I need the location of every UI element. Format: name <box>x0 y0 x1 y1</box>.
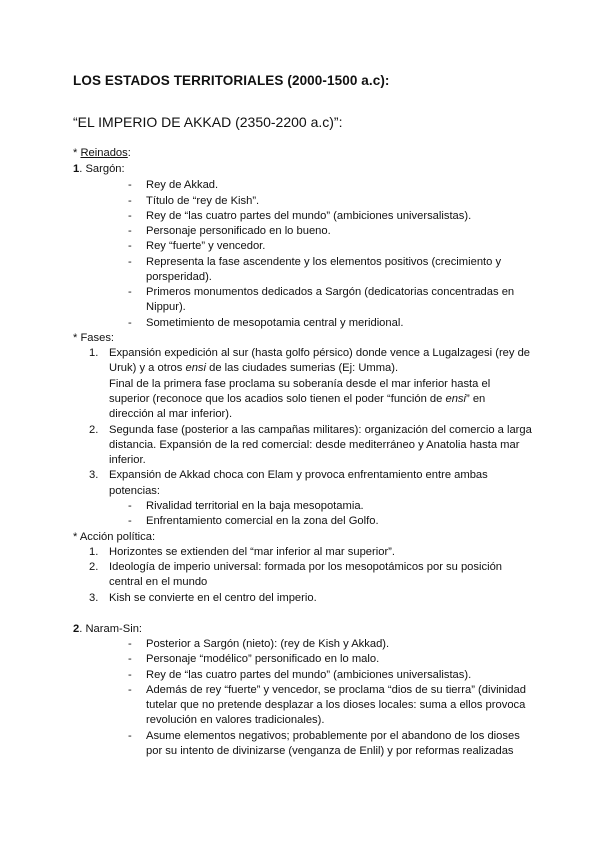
text-run: ” en <box>466 393 486 405</box>
list-item: Expansión de Akkad choca con Elam y provoca enfrentamiento entre ambas <box>109 469 488 481</box>
list-item: Expansión expedición al sur (hasta golfo pérsico) donde vence a Lugalzagesi (rey de <box>109 347 531 359</box>
list-item-continuation: inferior. <box>109 454 146 466</box>
list-item: Kish se convierte en el centro del imperio. <box>109 592 317 604</box>
text-run: de las ciudades sumerias (Ej: Umma). <box>206 362 399 374</box>
list-number: 3. <box>89 469 99 481</box>
list-item-continuation: central en el mundo <box>109 576 208 588</box>
sargon-name: . Sargón: <box>79 163 125 175</box>
list-number: 1. <box>89 546 99 558</box>
list-dash: - <box>128 210 132 222</box>
list-item-continuation: distancia. Expansión de la red comercial: desde mediterráneo y Anatolia hasta mar <box>109 439 520 451</box>
list-number: 2. <box>89 424 99 436</box>
list-dash: - <box>128 500 132 512</box>
list-dash: - <box>128 638 132 650</box>
list-item-continuation <box>109 392 485 407</box>
page-title: LOS ESTADOS TERRITORIALES (2000-1500 a.c): <box>73 73 390 88</box>
list-dash: - <box>128 179 132 191</box>
accion-heading: * Acción política: <box>73 531 156 543</box>
list-item: Horizontes se extienden del “mar inferior al mar superior”. <box>109 546 396 558</box>
italic-term: ensi <box>185 362 206 374</box>
list-dash: - <box>128 256 132 268</box>
list-item: Segunda fase (posterior a las campañas militares): organización del comercio a larga <box>109 424 532 436</box>
list-item: Ideología de imperio universal: formada por los mesopotámicos por su posición <box>109 561 503 573</box>
list-item: Rey de “las cuatro partes del mundo” (ambiciones universalistas). <box>146 669 472 681</box>
list-item-continuation: potencias: <box>109 485 160 497</box>
sargon-heading <box>73 162 125 177</box>
list-item-continuation: Nippur). <box>146 301 186 313</box>
list-item: Título de “rey de Kish”. <box>146 195 260 207</box>
list-item: Asume elementos negativos; probablemente por el abandono de los dioses <box>146 730 520 742</box>
list-item: Representa la fase ascendente y los elementos positivos (crecimiento y <box>146 256 502 268</box>
naram-number: 2 <box>73 623 80 635</box>
list-item-continuation: tutelar que no pretende desplazar a los dioses locales: suma a ellos provoca <box>146 699 526 711</box>
list-item: Rey de “las cuatro partes del mundo” (ambiciones universalistas). <box>146 210 472 222</box>
list-item: Primeros monumentos dedicados a Sargón (dedicatorias concentradas en <box>146 286 515 298</box>
colon: : <box>127 147 131 159</box>
list-item: Enfrentamiento comercial en la zona del Golfo. <box>146 515 379 527</box>
naram-heading <box>73 622 142 637</box>
list-item: Posterior a Sargón (nieto): (rey de Kish y Akkad). <box>146 638 390 650</box>
list-item-continuation: Final de la primera fase proclama su soberanía desde el mar inferior hasta el <box>109 378 491 390</box>
fases-heading: * Fases: <box>73 332 115 344</box>
text-run: superior (reconoce que los acadios solo tienen el poder “función de <box>109 393 446 405</box>
list-item: Sometimiento de mesopotamia central y meridional. <box>146 317 404 329</box>
list-item: Personaje personificado en lo bueno. <box>146 225 331 237</box>
list-dash: - <box>128 653 132 665</box>
star-marker: * <box>73 147 81 159</box>
list-item-continuation: dirección al mar inferior). <box>109 408 233 420</box>
sargon-number: 1 <box>73 163 80 175</box>
list-dash: - <box>128 240 132 252</box>
list-number: 1. <box>89 347 99 359</box>
list-item: Personaje “modélico” personificado en lo malo. <box>146 653 380 665</box>
text-run: Uruk) y a otros <box>109 362 186 374</box>
list-number: 2. <box>89 561 99 573</box>
list-item: Rivalidad territorial en la baja mesopotamia. <box>146 500 364 512</box>
reinados-heading <box>73 146 131 161</box>
naram-name: . Naram-Sin: <box>79 623 143 635</box>
list-dash: - <box>128 286 132 298</box>
list-dash: - <box>128 684 132 696</box>
section-subtitle: “EL IMPERIO DE AKKAD (2350-2200 a.c)”: <box>73 114 343 130</box>
list-dash: - <box>128 225 132 237</box>
list-item-continuation: porsperidad). <box>146 271 212 283</box>
list-dash: - <box>128 515 132 527</box>
list-item: Además de rey “fuerte” y vencedor, se proclama “dios de su tierra” (divinidad <box>146 684 526 696</box>
reinados-label: Reinados <box>80 147 128 159</box>
list-item: Rey “fuerte” y vencedor. <box>146 240 266 252</box>
list-dash: - <box>128 730 132 742</box>
list-item-continuation <box>109 361 398 376</box>
list-item-continuation: revolución en valores tradicionales). <box>146 714 325 726</box>
list-dash: - <box>128 317 132 329</box>
list-number: 3. <box>89 592 99 604</box>
list-item: Rey de Akkad. <box>146 179 219 191</box>
list-item-continuation: por su intento de divinizarse (venganza de Enlil) y por reformas realizadas <box>146 745 514 757</box>
list-dash: - <box>128 669 132 681</box>
italic-term: ensi <box>445 393 466 405</box>
list-dash: - <box>128 195 132 207</box>
